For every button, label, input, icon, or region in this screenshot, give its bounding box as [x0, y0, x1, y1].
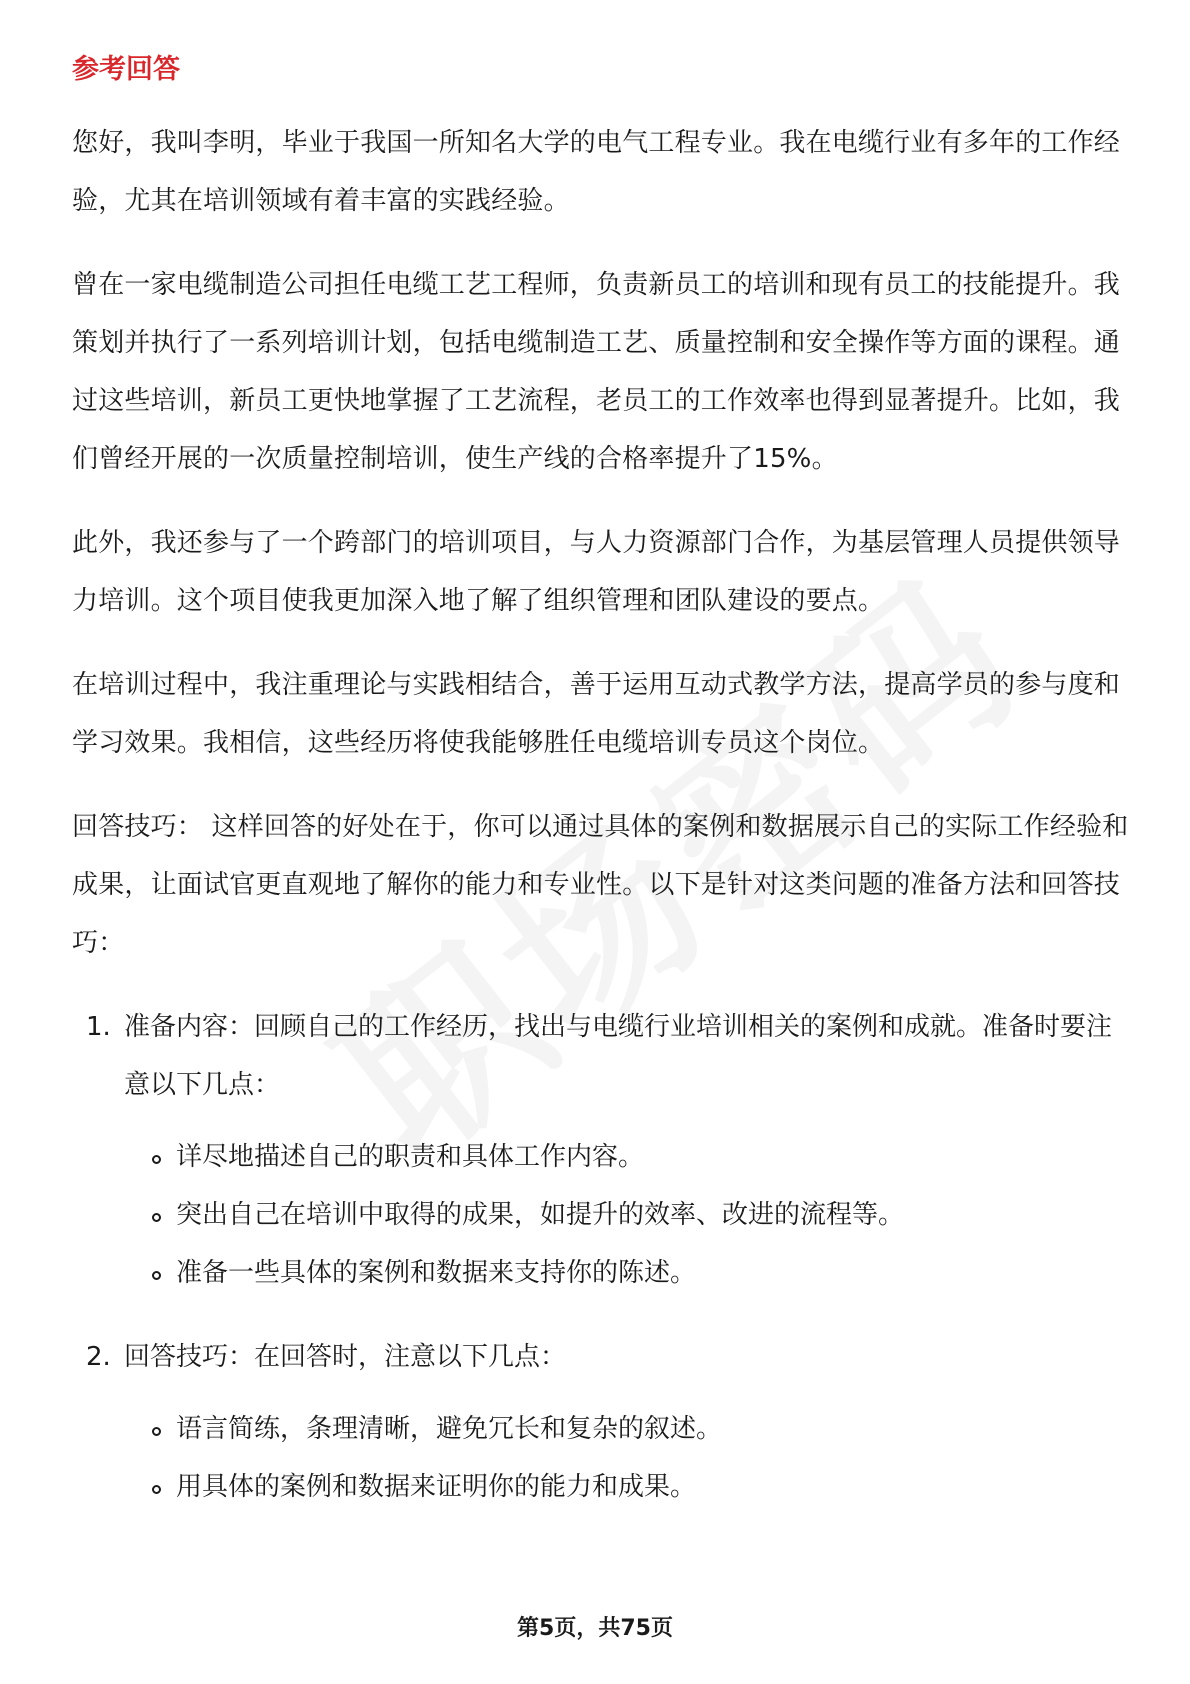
list-number: 2. — [86, 1342, 111, 1372]
sub-list-item — [72, 1400, 1132, 1458]
sub-list — [72, 1400, 1132, 1516]
sub-list-text: 详尽地描述自己的职责和具体工作内容。 — [176, 1142, 645, 1172]
sub-list-text: 语言简练，条理清晰，避免冗长和复杂的叙述。 — [176, 1414, 723, 1444]
sub-list-text: 突出自己在培训中取得的成果，如提升的效率、改进的流程等。 — [176, 1200, 905, 1230]
paragraph-experience: 曾在一家电缆制造公司担任电缆工艺工程师，负责新员工的培训和现有员工的技能提升。我策划并执行了一系列培训计划，包括电缆制造工艺、质量控制和安全操作等方面的课程。通过这些培训，新员工更快地掌握了工艺流程，老员工的工作效率也得到显著提升。比如，我们曾经开展的一次质量控制培训，使生产线的合格率提升了15%。 — [72, 270, 1121, 474]
page-content — [72, 48, 1132, 1542]
sub-list-item — [72, 1458, 1132, 1516]
sub-list-item — [72, 1186, 1132, 1244]
sub-list-text: 准备一些具体的案例和数据来支持你的陈述。 — [176, 1258, 697, 1288]
paragraph-project: 此外，我还参与了一个跨部门的培训项目，与人力资源部门合作，为基层管理人员提供领导力培训。这个项目使我更加深入地了解了组织管理和团队建设的要点。 — [72, 528, 1121, 616]
list-text: 回答技巧：在回答时，注意以下几点： — [124, 1342, 567, 1372]
circle-bullet-icon — [152, 1213, 161, 1222]
paragraph-method: 在培训过程中，我注重理论与实践相结合，善于运用互动式教学方法，提高学员的参与度和学习效果。我相信，这些经历将使我能够胜任电缆培训专员这个岗位。 — [72, 670, 1121, 758]
circle-bullet-icon — [152, 1271, 161, 1280]
paragraph-intro: 您好，我叫李明，毕业于我国一所知名大学的电气工程专业。我在电缆行业有多年的工作经验，尤其在培训领域有着丰富的实践经验。 — [72, 128, 1121, 216]
sub-list-text: 用具体的案例和数据来证明你的能力和成果。 — [176, 1472, 697, 1502]
list-item — [72, 998, 1132, 1114]
sub-list-item — [72, 1244, 1132, 1302]
circle-bullet-icon — [152, 1427, 161, 1436]
circle-bullet-icon — [152, 1485, 161, 1494]
list-number: 1. — [86, 1012, 111, 1042]
list-item — [72, 1328, 1132, 1386]
page-footer: 第5页，共75页 — [517, 1616, 673, 1641]
sub-list — [72, 1128, 1132, 1302]
sub-list-item — [72, 1128, 1132, 1186]
list-text: 准备内容：回顾自己的工作经历，找出与电缆行业培训相关的案例和成就。准备时要注意以下几点： — [124, 1012, 1113, 1100]
circle-bullet-icon — [152, 1155, 161, 1164]
paragraph-tips: 回答技巧： 这样回答的好处在于，你可以通过具体的案例和数据展示自己的实际工作经验和成果，让面试官更直观地了解你的能力和专业性。以下是针对这类问题的准备方法和回答技巧： — [72, 812, 1129, 958]
section-heading: 参考回答 — [72, 54, 180, 85]
